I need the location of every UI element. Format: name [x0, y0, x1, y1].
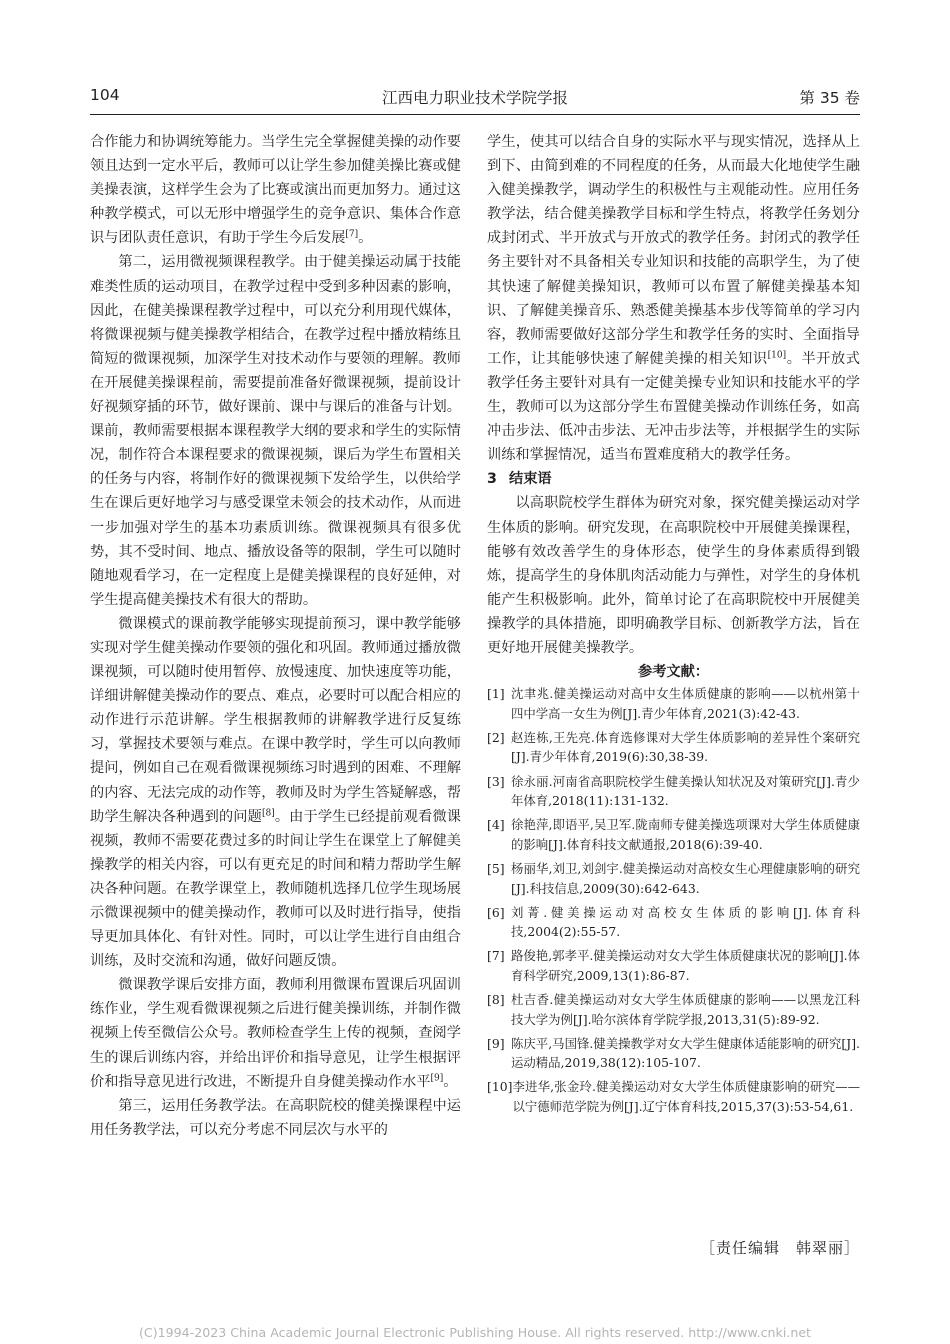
page-number: 104	[90, 86, 120, 104]
reference-text: 陈庆平,马国锋.健美操教学对女大学生健康体适能影响的研究[J].运动精品,2019,38(12):105-107.	[511, 1035, 860, 1071]
page-header	[90, 86, 860, 112]
reference-item	[487, 728, 860, 767]
citation: [9]	[430, 1072, 444, 1083]
reference-number: [7]	[487, 948, 505, 964]
reference-item	[487, 684, 860, 723]
reference-number: [1]	[487, 686, 505, 702]
paragraph: 第二，运用微视频课程教学。由于健美操运动属于技能难类性质的运动项目，在教学过程中受到多种因素的影响，因此，在健美操课程教学过程中，可以充分利用现代媒体，将微课视频与健美操教学相结合，在教学过程中播放精练且简短的微课视频，加深学生对技术动作与要领的理解。教师在开展健美操课程前，需要提前准备好微课视频，提前设计好视频穿插的环节，做好课前、课中与课后的准备与计划。课前，教师需要根据本课程教学大纲的要求和学生的实际情况，制作符合本课程要求的微课视频，课后为学生布置相关的任务与内容，将制作好的微课视频下发给学生，以供给学生在课后更好地学习与感受课堂未领会的技术动作，从而进一步加强对学生的基本功素质训练。微课视频具有很多优势，其不受时间、地点、播放设备等的限制，学生可以随时随地观看学习，在一定程度上是健美操课程的良好延伸，对学生提高健美操技术有很大的帮助。	[90, 254, 461, 608]
paragraph: 第三，运用任务教学法。在高职院校的健美操课程中运用任务教学法，可以充分考虑不同层次与水平的	[90, 1097, 461, 1138]
reference-number: [8]	[487, 991, 505, 1007]
citation: [10]	[767, 350, 787, 361]
copyright-footer: (C)1994-2023 China Academic Journal Electronic Publishing House. All rights reserved. http://www.cnki.net	[139, 1325, 811, 1340]
reference-text: 李进华,张金玲.健美操运动对女大学生体质健康影响的研究——以宁德师范学院为例[J].辽宁体育科技,2015,37(3):53-54,61.	[512, 1079, 860, 1114]
references-title: 参考文献：	[638, 664, 709, 681]
reference-number: [10]	[487, 1079, 513, 1095]
reference-number: [9]	[487, 1035, 505, 1051]
reference-number: [3]	[487, 773, 505, 789]
reference-text: 路俊艳,郭孝平.健美操运动对女大学生体质健康状况的影响[J].体育科学研究,2009,13(1):86-87.	[511, 948, 860, 983]
section-number: 3	[487, 471, 497, 488]
paragraph: 合作能力和协调统筹能力。当学生完全掌握健美操的动作要领且达到一定水平后，教师可以让学生参加健美操比赛或健美操表演，这样学生会为了比赛或演出而更加努力。通过这种教学模式，可以无形中增强学生的竞争意识、集体合作意识与团队责任意识，有助于学生今后发展[7]。	[90, 134, 461, 247]
reference-item	[487, 903, 860, 942]
reference-number: [4]	[487, 817, 505, 833]
left-column	[90, 130, 461, 1142]
paragraph: 以高职院校学生群体为研究对象，探究健美操运动对学生体质的影响。研究发现，在高职院校中开展健美操课程，能够有效改善学生的身体形态，使学生的身体素质得到锻炼，提高学生的身体肌肉活动能力与弹性，对学生的身体机能产生积极影响。此外，简单讨论了在高职院校中开展健美操教学的具体措施，即明确教学目标、创新教学方法，旨在更好地开展健美操教学。	[487, 495, 860, 656]
reference-text: 沈聿兆.健美操运动对高中女生体质健康的影响——以杭州第十四中学高一女生为例[J].青少年体育,2021(3):42-43.	[511, 686, 860, 721]
section-heading	[487, 467, 860, 491]
reference-text: 刘菁.健美操运动对高校女生体质的影响[J].体育科技,2004(2):55-57.	[511, 904, 860, 940]
reference-text: 杜吉香.健美操运动对女大学生体质健康的影响——以黑龙江科技大学为例[J].哈尔滨体育学院学报,2013,31(5):89-92.	[511, 991, 860, 1027]
reference-text: 徐永丽.河南省高职院校学生健美操认知状况及对策研究[J].青少年体育,2018(11):131-132.	[511, 773, 860, 809]
reference-item	[487, 859, 860, 898]
paragraph: 学生，使其可以结合自身的实际水平与现实情况，选择从上到下、由简到难的不同程度的任务，从而最大化地使学生融入健美操教学，调动学生的积极性与主观能动性。应用任务教学法，结合健美操教学目标和学生特点，将教学任务划分成封闭式、半开放式与开放式的教学任务。封闭式的教学任务主要针对不具备相关专业知识和技能的高职学生，为了使其快速了解健美操知识，教师可以布置了解健美操基本知识、了解健美操音乐、熟悉健美操基本步伐等简单的学习内容，教师需要做好这部分学生和教学任务的实时、全面指导工作，让其能够快速了解健美操的相关知识[10]。半开放式教学任务主要针对具有一定健美操专业知识和技能水平的学生，教师可以为这部分学生布置健美操动作训练任务，如高冲击步法、低冲击步法、无冲击步法等，并根据学生的实际训练和掌握情况，适当布置难度稍大的教学任务。	[487, 134, 860, 464]
volume-label: 第 35 卷	[799, 89, 860, 107]
section-title: 结束语	[509, 471, 552, 488]
journal-name: 江西电力职业技术学院学报	[381, 89, 568, 107]
citation: [8]	[261, 807, 275, 818]
header-rule	[90, 114, 860, 115]
reference-number: [6]	[487, 904, 505, 920]
reference-item	[487, 946, 860, 985]
reference-number: [2]	[487, 729, 505, 745]
citation: [7]	[345, 229, 359, 240]
reference-item	[487, 772, 860, 811]
editor-note: ［责任编辑 韩翠丽］	[700, 1239, 861, 1257]
reference-item	[487, 990, 860, 1029]
paragraph: 微课模式的课前教学能够实现提前预习，课中教学能够实现对学生健美操动作要领的强化和巩固。教师通过播放微课视频，可以随时使用暂停、放慢速度、加快速度等功能，详细讲解健美操动作的要点、难点，必要时可以配合相应的动作进行示范讲解。学生根据教师的讲解教学进行反复练习，掌握技术要领与难点。在课中教学时，学生可以向教师提问，例如自己在观看微课视频练习时遇到的困难、不理解的内容、无法完成的动作等，教师及时为学生答疑解惑，帮助学生解决各种遇到的问题[8]。由于学生已经提前观看微课视频，教师不需要花费过多的时间让学生在课堂上了解健美操教学的相关内容，可以有更充足的时间和精力帮助学生解决各种问题。在教学课堂上，教师随机选择几位学生现场展示微课视频中的健美操动作，教师可以及时进行指导，使指导更加具体化、有针对性。同时，可以让学生进行自由组合训练，及时交流和沟通，做好问题反馈。	[90, 615, 461, 970]
reference-text: 杨丽华,刘卫,刘剑宇.健美操运动对高校女生心理健康影响的研究[J].科技信息,2009(30):642-643.	[511, 860, 860, 896]
reference-item	[487, 815, 860, 854]
paragraph: 微课教学课后安排方面，教师利用微课布置课后巩固训练作业，学生观看微课视频之后进行健美操训练，并制作微视频上传至微信公众号。教师检查学生上传的视频，查阅学生的课后训练内容，并给出评价和指导意见，让学生根据评价和指导意见进行改进，不断提升自身健美操动作水平[9]。	[90, 977, 461, 1090]
right-column	[487, 130, 860, 1121]
reference-item	[487, 1077, 860, 1116]
reference-list	[487, 684, 860, 1116]
reference-text: 赵连栋,王先亮.体育选修课对大学生体质影响的差异性个案研究[J].青少年体育,2019(6):30,38-39.	[511, 729, 860, 765]
reference-text: 徐艳萍,即语平,吴卫军.陇南师专健美操选项课对大学生体质健康的影响[J].体育科技文献通报,2018(6):39-40.	[511, 817, 860, 852]
reference-item	[487, 1034, 860, 1073]
reference-number: [5]	[487, 860, 505, 876]
